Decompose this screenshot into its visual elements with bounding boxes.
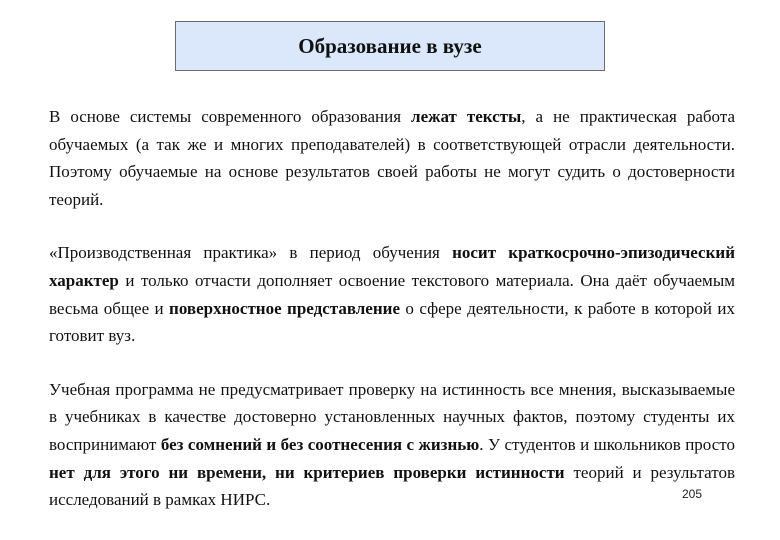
text-span: теорий и результатов исследований в рамках НИРС.: [49, 462, 735, 510]
text-span: Учебная программа не предусматривает проверку на истинность все мнения, высказываемые в учебниках в качестве достоверно установленных научных фактов, поэтому студенты их воспринимают: [49, 379, 735, 454]
bold-span: лежат тексты: [411, 107, 522, 126]
bold-span: поверхностное представление: [169, 298, 400, 318]
text-span: «Производственная практика» в период обучения: [49, 243, 453, 263]
bold-span: нет для этого ни времени, ни критериев проверки истинности: [49, 462, 565, 482]
paragraph-3: [49, 376, 735, 514]
text-span: о сфере деятельности, к работе в которой их готовит вуз.: [49, 298, 736, 346]
paragraph-1: [49, 103, 735, 213]
text-span: . У студентов и школьников просто: [479, 434, 735, 454]
page-number: 205: [682, 487, 703, 501]
paragraph-2: [49, 239, 735, 349]
bold-span: без сомнений и без соотнесения с жизнью: [160, 434, 480, 454]
text-span: , а не практическая работа обучаемых (а так же и многих преподавателей) в соответствующей отрасли деятельности. Поэтому обучаемые на основе результатов своей работы не могут судить о достоверности теорий.: [49, 107, 735, 209]
text-span: В основе системы современного образования: [49, 107, 412, 126]
slide-title: Образование в вузе: [298, 33, 482, 58]
bold-span: носит краткосрочно-эпизодический характер: [49, 243, 735, 290]
text-span: и только отчасти дополняет освоение текстового материала. Она даёт обучаемым весьма общее и: [49, 270, 735, 318]
title-box: [175, 21, 605, 71]
slide-body: [49, 103, 735, 514]
